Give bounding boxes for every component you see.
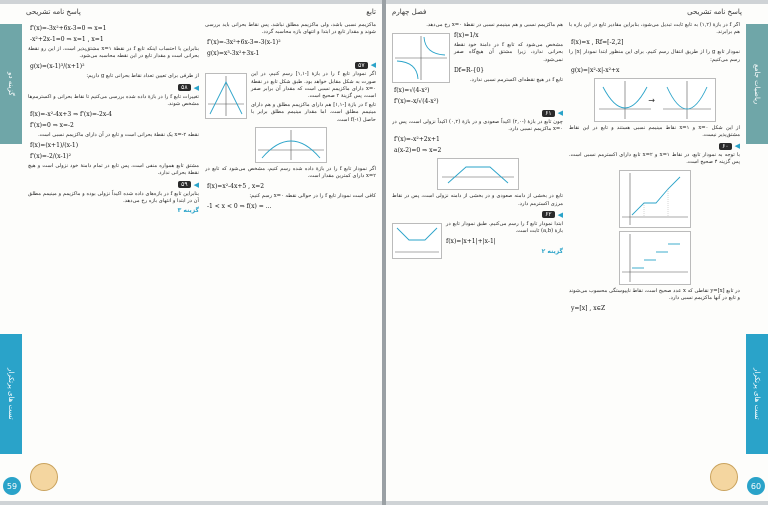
question-number: ۶۱ <box>542 110 554 117</box>
paragraph: چون تابع در بازهٔ (-۲,۰) اکیداً صعودی و در بازهٔ (۰,۲) اکیداً نزولی است، پس در x=۰ ماکزیمم نسبی دارد. <box>392 119 563 133</box>
arrow-icon: ◀ <box>557 109 563 118</box>
formula: f(x)=-x²-4x+3 ⇒ f'(x)=-2x-4 <box>30 111 112 119</box>
graph-figure <box>255 127 327 163</box>
paragraph: نمودار تابع g را از طریق انتقال رسم کنیم. برای این منظور ابتدا نمودار |x| را رسم می‌کنیم: <box>569 49 740 63</box>
paragraph: نقطه x=-۲ یک نقطهٔ بحرانی است و تابع در آن دارای ماکزیمم نسبی است. <box>38 132 199 139</box>
formula: f(x)=x , Rf=[-2,2] <box>571 39 624 47</box>
question-heading <box>28 84 199 92</box>
graph-svg <box>438 159 518 189</box>
paragraph: کافی است نمودار تابع f را در حوالی نقطه x=۰ رسم کنیم: <box>249 193 376 200</box>
left-header-right: تابع <box>366 8 376 16</box>
graph-svg <box>256 128 326 162</box>
formula: g(x)=|x²-x|-x²+x <box>571 66 620 74</box>
left-side-tab-mid <box>0 334 22 454</box>
graph-svg <box>620 232 690 284</box>
formula: y=[x] , x∈Z <box>571 305 606 313</box>
paragraph: ماکزیمم نسبی باشد، ولی ماکزیمم مطلق نباشد. پس نقاط بحرانی باید بررسی شوند و مقدار تابع در ابتدا و انتهای بازه محاسبه گردد. <box>205 22 376 36</box>
formula: f'(x)=-3x²+6x-3=0 ⇒ x=1 <box>30 25 107 32</box>
step-graph-figure <box>619 231 691 285</box>
paragraph: از این شکل x=۰ و x=۱ نقاط مینیمم نسبی هستند و تابع در این نقاط مشتق‌پذیر نیست. <box>569 124 740 139</box>
arrow-icon: ◀ <box>193 83 199 92</box>
right-side-tab-top <box>746 24 768 144</box>
graph-svg <box>595 79 715 121</box>
arrow-icon: ◀ <box>370 61 376 70</box>
paragraph: تابع f در هیچ نقطه‌ای اکسترمم نسبی ندارد. <box>469 76 563 83</box>
right-page <box>386 4 768 501</box>
left-side-tab-top <box>0 24 22 144</box>
paragraph: از طرفی برای تعیین تعداد نقاط بحرانی تابع g داریم: <box>86 73 199 80</box>
paragraph: بنابراین با احتساب اینکه تابع f در نقطهٔ x=۱ مشتق‌پذیر است، از این رو نقطهٔ بحرانی است و مقدار تابع در این نقطه محاسبه می‌شود. <box>28 46 199 60</box>
left-page <box>0 4 382 501</box>
right-page-number: 60 <box>747 477 765 495</box>
paragraph: مشتق تابع همواره منفی است، پس تابع در تمام دامنهٔ خود نزولی است و هیچ نقطهٔ بحرانی ندارد. <box>28 163 199 177</box>
grid-graph-figure <box>619 170 691 228</box>
left-header-left: پاسخ نامه تشریحی <box>26 8 81 16</box>
hyperbola-figure <box>392 33 450 83</box>
question-number: ۵۸ <box>178 84 190 91</box>
formula: f(x)=√(4-x²) <box>394 87 430 95</box>
paragraph: اگر نمودار تابع f را در بازهٔ [-۱,۱] رسم کنیم، در این صورت به شکل مقابل خواهد بود. طبق شکل تابع در نقطهٔ x=۰ دارای ماکزیمم نسبی است که مقدار آن برابر صفر است، پس گزینهٔ ۲ صحیح است. <box>251 71 376 100</box>
formula: -1 < x < 0 ⇒ f(x) = ... <box>207 203 272 211</box>
left-columns <box>28 22 376 493</box>
left-side-tab-top-label: گزینه دو <box>7 72 15 96</box>
paragraph: با توجه به نمودار تابع، در نقاط x=۱ و x=۲ تابع دارای اکسترمم نسبی است. پس گزینه ۴ صحیح است. <box>569 152 740 166</box>
right-side-tab-mid-label: تست های پرتکرار <box>753 368 761 420</box>
formula: g(x)=x³-3x²+3x-1 <box>207 50 260 58</box>
paragraph: مشخص می‌شود که تابع f در دامنهٔ خود نقطهٔ بحرانی ندارد، زیرا مشتق آن هیچ‌گاه صفر نمی‌شود. <box>454 42 563 63</box>
formula: f'(x)=-x²+2x+1 <box>394 136 440 144</box>
transform-graph-figure <box>594 78 716 122</box>
arrow-icon: ◀ <box>734 142 740 151</box>
formula: f'(x)=0 ⇒ x=-2 <box>30 122 74 130</box>
right-side-tab-mid <box>746 334 768 454</box>
question-number: ۶۲ <box>542 211 554 218</box>
paragraph: ابتدا نمودار تابع f را رسم می‌کنیم. طبق نمودار تابع در بازهٔ (a,b) ثابت است. <box>446 220 563 235</box>
left-page-col-left <box>28 22 199 493</box>
right-header <box>392 4 742 20</box>
formula: f'(x)=-x/√(4-x²) <box>394 98 439 106</box>
question-heading <box>28 181 199 189</box>
mascot-icon <box>710 463 738 491</box>
answer-option: گزینه ۳ <box>177 207 199 215</box>
right-header-right: پاسخ نامه تشریحی <box>687 8 742 16</box>
paragraph: اگر نمودار تابع f را در بازهٔ داده شده رسم کنیم، مشخص می‌شود که تابع در x=۲ دارای کمترین مقدار است. <box>205 165 376 180</box>
graph-figure <box>392 223 442 259</box>
right-page-col-right <box>569 22 740 493</box>
question-heading <box>569 142 740 150</box>
paragraph: تغییرات تابع f را در بازهٔ داده شده بررسی می‌کنیم تا نقاط بحرانی و اکسترمم‌ها مشخص شوند. <box>28 93 199 107</box>
paragraph: بنابراین تابع f در بازه‌های داده شده اکیداً نزولی بوده و ماکزیمم و مینیمم مطلق آن در ابتدا و انتهای بازه رخ می‌دهد. <box>28 190 199 204</box>
left-header <box>26 4 376 20</box>
paragraph: در تابع y=[x] نقاطی که x عدد صحیح است، نقاط ناپیوستگی محسوب می‌شوند و تابع در آنها ماکزیمم نسبی دارد. <box>569 287 740 301</box>
right-columns <box>392 22 740 493</box>
right-header-left: فصل چهارم <box>392 8 427 16</box>
formula: Df=R-{0} <box>454 66 485 74</box>
right-page-col-left <box>392 22 563 493</box>
formula: f'(x)=-3x²+6x-3=-3(x-1)² <box>207 39 281 47</box>
formula: f(x)=|x+1|+|x-1| <box>446 238 496 246</box>
question-number: ۵۹ <box>178 181 190 188</box>
paragraph: هم ماکزیمم نسبی و هم مینیمم نسبی در نقطهٔ x=۰ رخ می‌دهد. <box>426 22 563 28</box>
graph-figure <box>205 73 247 119</box>
question-heading <box>205 61 376 69</box>
formula: f(x)=(x+1)/(x-1) <box>30 142 79 150</box>
formula: -x²+2x-1=0 ⇒ x=1 , x=1 <box>30 36 104 43</box>
graph-svg <box>620 171 690 227</box>
formula: g(x)=(x-1)³/(x+1)² <box>30 63 85 71</box>
left-page-col-right <box>205 22 376 493</box>
formula: f'(x)=-2/(x-1)² <box>30 153 72 161</box>
question-heading <box>392 211 563 219</box>
arrow-icon: ◀ <box>193 180 199 189</box>
svg-text:→: → <box>647 95 655 105</box>
paragraph: اگر f در بازهٔ (۱,۲) به تابع ثابت تبدیل می‌شود، بنابراین مقادیر تابع در این بازه با هم برابرند. <box>569 22 740 36</box>
paragraph: تابع در بخشی از دامنه صعودی و در بخشی از دامنه نزولی است، پس در نقاط مرزی اکسترمم دارد. <box>392 193 563 207</box>
answer-option: گزینه ۲ <box>541 248 563 256</box>
formula: f(x)=x²-4x+5 , x=2 <box>207 183 265 191</box>
mascot-icon <box>30 463 58 491</box>
left-page-number: 59 <box>3 477 21 495</box>
graph-svg <box>206 74 246 118</box>
question-number: ۶۰ <box>719 143 731 150</box>
number-line-figure <box>437 158 519 190</box>
question-heading <box>392 109 563 117</box>
formula: a(x-2)=0 ⇒ x=2 <box>394 147 442 155</box>
left-side-tab-mid-label: تست های پرتکرار <box>7 368 15 420</box>
paragraph: تابع f در بازهٔ [-۱,۱] هم دارای ماکزیمم مطلق و هم دارای مینیمم مطلق است. اما مقدار مینیمم مطلق برابر با حاصل f(-۱) است. <box>251 102 376 123</box>
formula: f(x)=1/x <box>454 32 479 40</box>
right-side-tab-top-label: ریاضیات جامع <box>753 63 761 105</box>
graph-svg <box>393 224 441 258</box>
question-number: ۵۷ <box>355 62 367 69</box>
graph-svg <box>393 34 449 82</box>
arrow-icon: ◀ <box>557 210 563 219</box>
